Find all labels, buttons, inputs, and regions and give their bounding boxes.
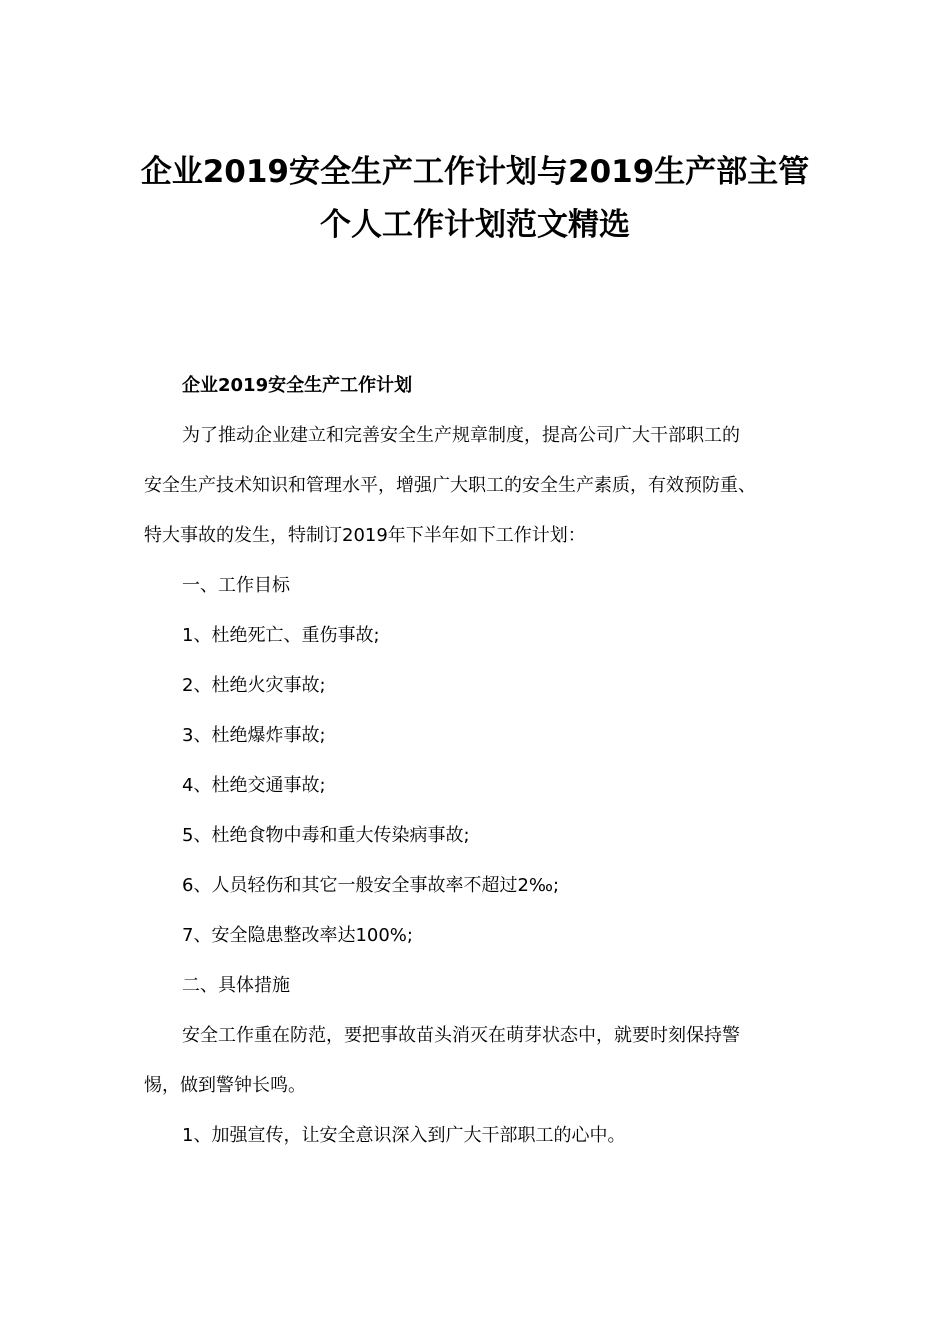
measures-intro-line-1: 安全工作重在防范，要把事故苗头消灭在萌芽状态中，就要时刻保持警 [182, 1025, 740, 1046]
title-line-1: 企业2019安全生产工作计划与2019生产部主管 [140, 154, 810, 190]
document-body [144, 361, 809, 1161]
intro-paragraph-line-2: 安全生产技术知识和管理水平，增强广大职工的安全生产素质，有效预防重、 [144, 475, 756, 496]
measures-heading: 二、具体措施 [182, 975, 290, 996]
document-title [100, 146, 850, 252]
measure-item: 1、加强宣传，让安全意识深入到广大干部职工的心中。 [182, 1125, 626, 1146]
goal-item: 1、杜绝死亡、重伤事故; [182, 625, 380, 646]
goal-item: 6、人员轻伤和其它一般安全事故率不超过2‰; [182, 875, 560, 896]
section-heading: 企业2019安全生产工作计划 [182, 375, 413, 396]
goal-item: 2、杜绝火灾事故; [182, 675, 326, 696]
goal-item: 7、安全隐患整改率达100%; [182, 925, 413, 946]
goal-item: 5、杜绝食物中毒和重大传染病事故; [182, 825, 470, 846]
measures-intro-line-2: 惕，做到警钟长鸣。 [144, 1075, 306, 1096]
goal-item: 3、杜绝爆炸事故; [182, 725, 326, 746]
title-line-2: 个人工作计划范文精选 [320, 207, 630, 243]
goals-heading: 一、工作目标 [182, 575, 290, 596]
intro-paragraph-line-3: 特大事故的发生，特制订2019年下半年如下工作计划： [144, 525, 586, 546]
intro-paragraph-line-1: 为了推动企业建立和完善安全生产规章制度，提高公司广大干部职工的 [182, 425, 740, 446]
goal-item: 4、杜绝交通事故; [182, 775, 326, 796]
